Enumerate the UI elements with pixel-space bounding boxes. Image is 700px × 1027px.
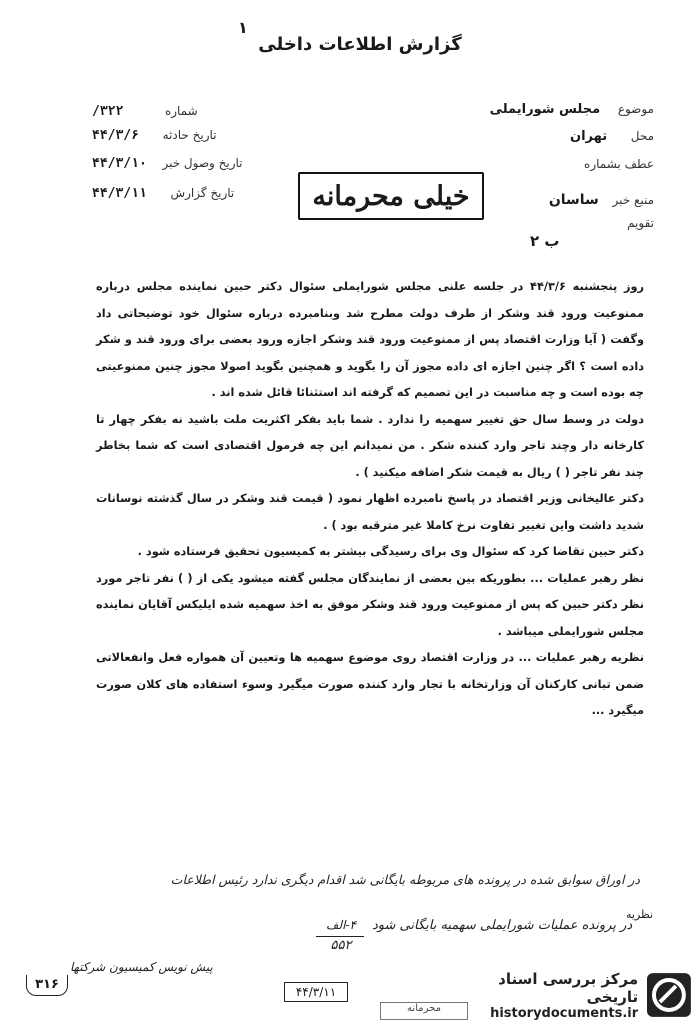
paragraph-5: نظر رهبر عملیات ... بطوریکه بین بعضی از نمایندگان مجلس گفته میشود یکی از ( ) نفر تاجر مورد نظر دکتر حبین که پس از ممنوعیت ورود قند وشکر موفق به اخذ سهمیه شده ایلیکس آقایان نماینده مجلس شورایملی میباشد . — [96, 571, 644, 638]
handwritten-note-1: در اوراق سوابق شده در پرونده های مربوطه بایگانی شد اقدام دیگری ندارد رئیس اطلاعات — [170, 872, 640, 887]
taghvim-value: ب ۲ — [530, 232, 560, 250]
paragraph-2: دولت در وسط سال حق تغییر سهمیه را ندارد . شما باید بفکر اکثریت ملت باشید نه بفکر چهار تا کارخانه دار وچند تاجر وارد کننده شکر . من نمیدانم این چه فرمول اقتصادی است که شما بخاطر چند نفر تاجر ( ) ریال به قیمت شکر اضافه میکنید ) . — [96, 412, 644, 479]
nazar-label: نظریه — [626, 908, 654, 921]
shomare-label: شماره — [164, 104, 198, 118]
confidential-stamp: خیلی محرمانه — [298, 172, 484, 220]
field-shomare — [92, 104, 198, 119]
manba-value: ساسان — [548, 192, 599, 208]
page-number: ۳۱۶ — [26, 975, 68, 996]
field-mozu — [490, 102, 654, 117]
top-mark: ۱ — [238, 18, 248, 37]
field-mahal — [570, 129, 654, 144]
atf-label: عطف بشماره — [584, 157, 654, 171]
tarikh-hadese-value: ۴۴/۳/۶ — [92, 128, 139, 143]
field-atf — [584, 157, 654, 171]
report-body — [96, 274, 644, 725]
shomare-value: ۳۲۲/ — [92, 104, 124, 119]
field-taghvim — [627, 216, 654, 230]
mozu-value: مجلس شورایملی — [489, 102, 601, 117]
handwritten-note-3: پیش نویس کمیسیون شرکتها — [70, 960, 213, 974]
mahal-label: محل — [630, 129, 654, 143]
mozu-label: موضوع — [617, 102, 654, 116]
manba-label: منبع خبر — [612, 193, 654, 207]
paragraph-4: دکتر حبین تقاضا کرد که سئوال وی برای رسیدگی بیشتر به کمیسیون تحقیق فرستاده شود . — [137, 545, 644, 558]
field-tarikh-hadese — [92, 128, 217, 143]
fraction-bottom: ۵۵۲ — [330, 938, 352, 953]
fraction-line — [316, 936, 364, 937]
tarikh-vosul-value: ۴۴/۳/۱۰ — [92, 156, 147, 171]
fraction-top: ۴-الف — [326, 918, 356, 932]
paragraph-3: دکتر عالیخانی وزیر اقتصاد در پاسخ نامبرده اظهار نمود ( قیمت قند وشکر در سال گذشته نوسانات شدید داشت واین تغییر تفاوت نرخ کاملا غیر مترقبه بود ) . — [96, 492, 644, 532]
watermark — [442, 968, 692, 1022]
confidential-small-stamp: محرمانه — [380, 1002, 468, 1020]
watermark-text-fa: مرکز بررسی اسناد تاریخی — [498, 969, 639, 1006]
watermark-text-en: historydocuments.ir — [490, 1005, 639, 1021]
tarikh-gozaresh-label: تاریخ گزارش — [170, 186, 235, 200]
archive-logo-icon — [646, 972, 692, 1018]
field-tarikh-vosul — [92, 156, 243, 171]
tarikh-gozaresh-value: ۴۴/۳/۱۱ — [92, 186, 147, 201]
date-stamp: ۴۴/۳/۱۱ — [284, 982, 348, 1002]
document-title: گزارش اطلاعات داخلی — [258, 34, 462, 55]
paragraph-1: روز پنجشنبه ۴۴/۳/۶ در جلسه علنی مجلس شورایملی سئوال دکتر حبین نماینده مجلس درباره ممنوعیت ورود قند وشکر از طرف دولت مطرح شد وبنامبرده درباره سئوال خود توضیحاتی داد وگفت ( آیا وزارت اقتصاد پس از ممنوعیت ورود قند وشکر اجازه ورود بعضی برای ورود قند و شکر داده است ؟ اگر چنین اجازه ای داده مجوز آن را بگوید و همچنین بگوید اصولا مجوز چنین ممنوعیتی چه بوده است و چه مناسبت در این تصمیم که گرفته اند استثنائا قائل شده اند . — [96, 280, 644, 399]
field-tarikh-gozaresh — [92, 186, 234, 201]
paragraph-6: نظریه رهبر عملیات ... در وزارت اقتصاد روی موضوع سهمیه ها وتعیین آن همواره فعل وانفعالاتی ضمن تبانی کارکنان آن وزارتخانه با تجار وارد کننده صورت میگیرد وسوء استفاده های کلان صورت میگیرد ... — [96, 651, 644, 717]
taghvim-label: تقویم — [627, 216, 654, 230]
handwritten-note-2: در پرونده عملیات شورایملی سهمیه بایگانی شود — [372, 918, 633, 933]
field-manba — [549, 192, 654, 208]
tarikh-hadese-label: تاریخ حادثه — [162, 128, 217, 142]
tarikh-vosul-label: تاریخ وصول خبر — [162, 156, 243, 170]
mahal-value: تهران — [569, 129, 608, 144]
